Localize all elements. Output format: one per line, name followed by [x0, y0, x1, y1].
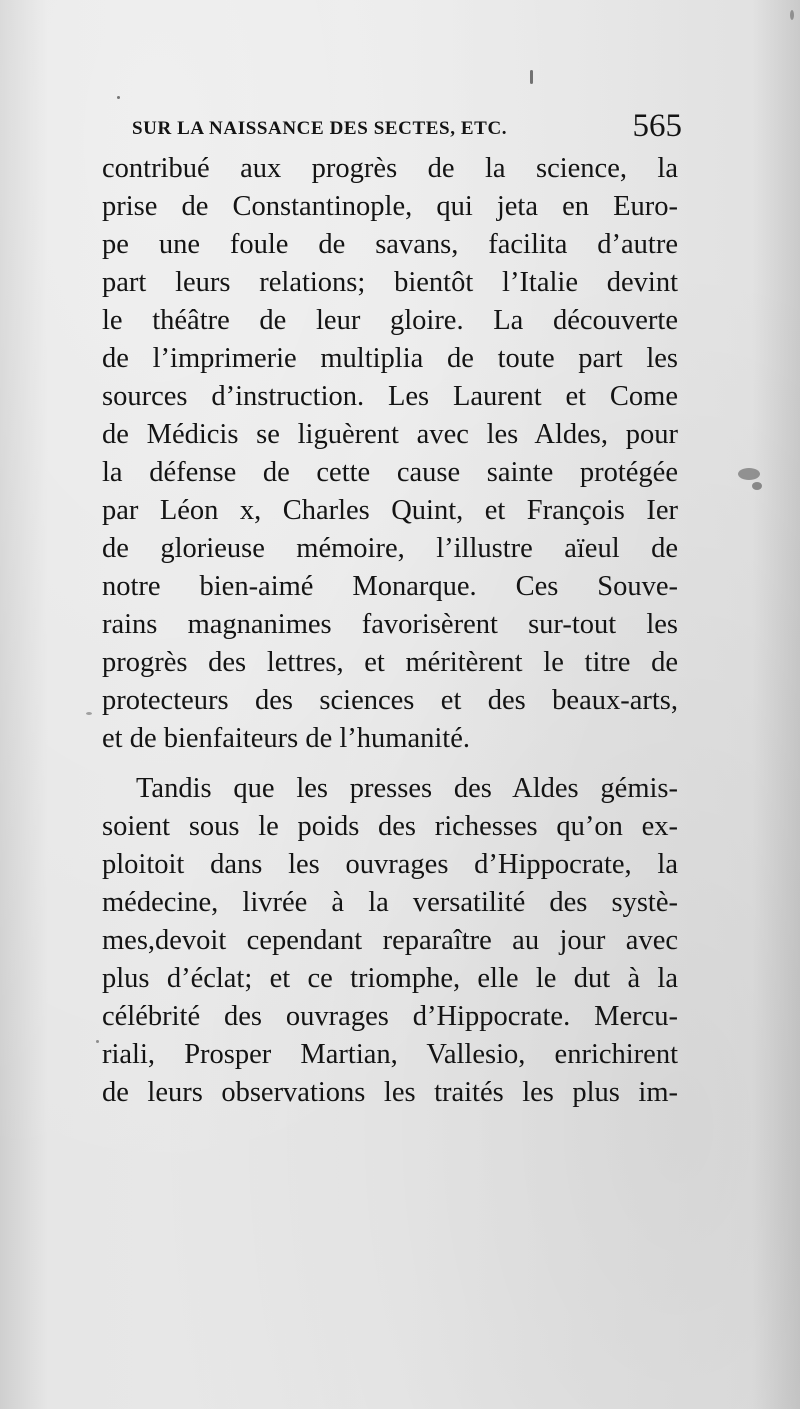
paragraph-1 [102, 150, 678, 758]
text-line: Tandis que les presses des Aldes gémis- [136, 773, 678, 804]
text-line: part leurs relations; bientôt l’Italie devint [102, 267, 678, 298]
running-title: SUR LA NAISSANCE DES SECTES, ETC. [132, 118, 508, 139]
paragraph-2 [102, 770, 678, 1112]
text-line: ploitoit dans les ouvrages d’Hippocrate, la [102, 849, 678, 880]
text-line: protecteurs des sciences et des beaux-arts, [102, 685, 678, 716]
text-line: de Médicis se liguèrent avec les Aldes, pour [102, 419, 678, 450]
text-line: soient sous le poids des richesses qu’on ex- [102, 811, 678, 842]
text-line: mes,devoit cependant reparaître au jour avec [102, 925, 678, 956]
text-line: la défense de cette cause sainte protégée [102, 457, 678, 488]
paper-speck [117, 96, 120, 99]
text-line: le théâtre de leur gloire. La découverte [102, 305, 678, 336]
text-line: notre bien-aimé Monarque. Ces Souve- [102, 571, 678, 602]
text-line: de leurs observations les traités les plus im- [102, 1077, 678, 1108]
text-line: sources d’instruction. Les Laurent et Come [102, 381, 678, 412]
text-line: contribué aux progrès de la science, la [102, 153, 678, 184]
text-line: et de bienfaiteurs de l’humanité. [102, 723, 470, 754]
paper-speck [86, 712, 92, 715]
paragraph-gap [102, 758, 678, 770]
text-line: pe une foule de savans, facilita d’autre [102, 229, 678, 260]
text-line: par Léon x, Charles Quint, et François Ier [102, 495, 678, 526]
body-text [102, 150, 678, 1112]
paper-speck [738, 468, 760, 480]
paper-speck [96, 1040, 99, 1043]
text-line: célébrité des ouvrages d’Hippocrate. Mercu- [102, 1001, 678, 1032]
running-head [132, 108, 682, 148]
text-line: rains magnanimes favorisèrent sur-tout les [102, 609, 678, 640]
text-line: prise de Constantinople, qui jeta en Euro- [102, 191, 678, 222]
text-line: de glorieuse mémoire, l’illustre aïeul de [102, 533, 678, 564]
paper-speck [790, 10, 794, 20]
paper-speck [752, 482, 762, 490]
text-line: plus d’éclat; et ce triomphe, elle le dut à la [102, 963, 678, 994]
page-number: 565 [632, 108, 682, 144]
text-line: de l’imprimerie multiplia de toute part les [102, 343, 678, 374]
text-line: riali, Prosper Martian, Vallesio, enrichirent [102, 1039, 678, 1070]
text-line: médecine, livrée à la versatilité des systè- [102, 887, 678, 918]
paper-speck [530, 70, 533, 84]
text-line: progrès des lettres, et méritèrent le titre de [102, 647, 678, 678]
